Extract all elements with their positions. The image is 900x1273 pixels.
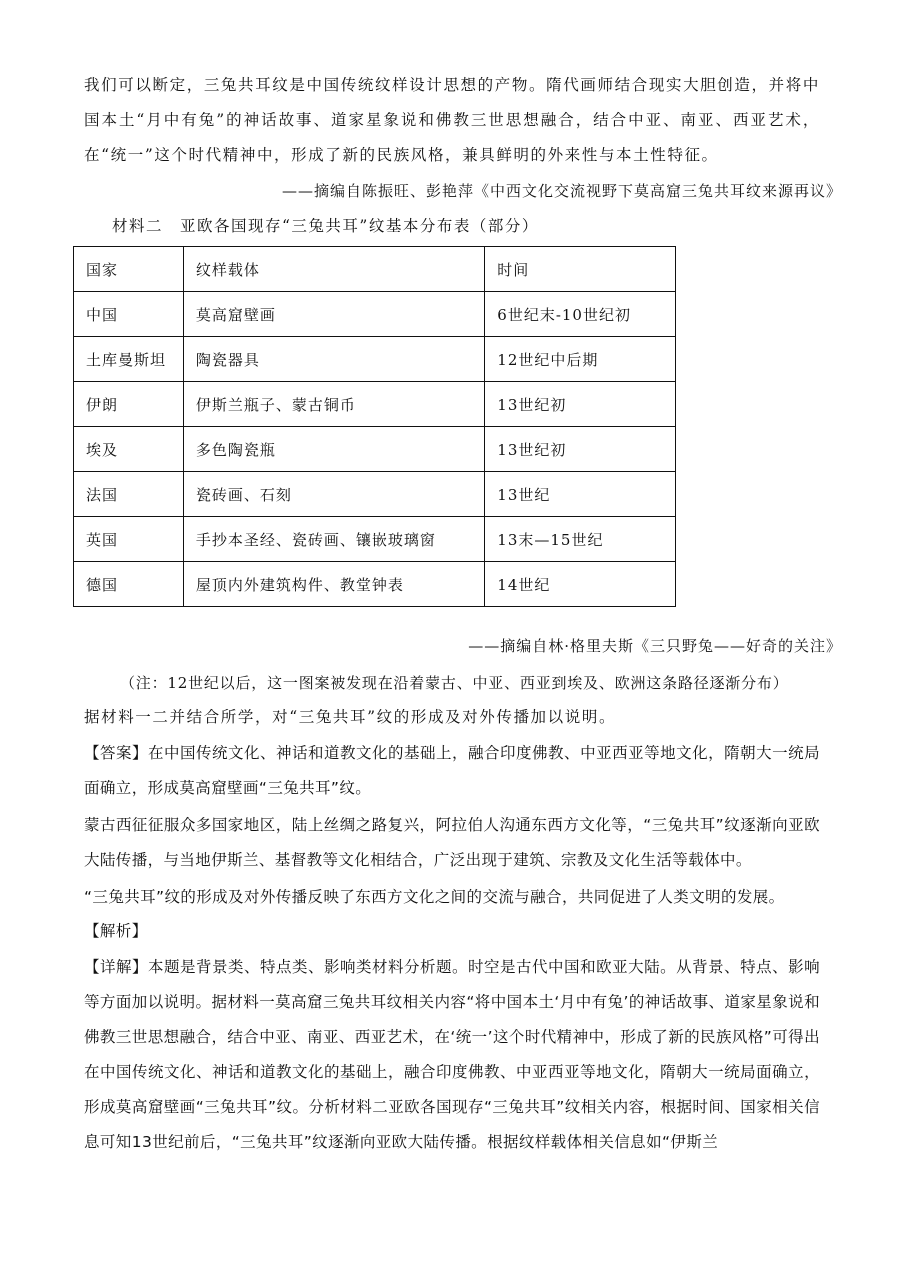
cell-carrier: 多色陶瓷瓶 [183, 427, 484, 472]
answer-block [84, 736, 820, 806]
cell-time: 13世纪初 [485, 382, 676, 427]
cell-time: 12世纪中后期 [485, 337, 676, 382]
table-row [74, 562, 676, 607]
cell-carrier: 屋顶内外建筑构件、教堂钟表 [183, 562, 484, 607]
cell-carrier: 瓷砖画、石刻 [183, 472, 484, 517]
cell-time: 6世纪末-10世纪初 [485, 292, 676, 337]
material2-note: （注：12世纪以后，这一图案被发现在沿着蒙古、中亚、西亚到埃及、欧洲这条路径逐渐分布） [120, 674, 789, 692]
analysis-label: 【解析】 [84, 922, 148, 940]
table-header-row [74, 247, 676, 292]
detail-label: 【详解】 [84, 958, 149, 976]
answer-paragraph-1: 在中国传统文化、神话和道教文化的基础上，融合印度佛教、中亚西亚等地文化，隋朝大一统局面确立，形成莫高窟壁画“三兔共耳”纹。 [84, 744, 820, 797]
material2-title: 材料二 亚欧各国现存“三兔共耳”纹基本分布表（部分） [112, 217, 539, 235]
cell-carrier: 莫高窟壁画 [183, 292, 484, 337]
answer-paragraph-3: “三兔共耳”纹的形成及对外传播反映了东西方文化之间的交流与融合，共同促进了人类文明的发展。 [84, 888, 785, 906]
cell-time: 14世纪 [485, 562, 676, 607]
table-row [74, 382, 676, 427]
detail-block [84, 950, 820, 1160]
detail-text: 本题是背景类、特点类、影响类材料分析题。时空是古代中国和欧亚大陆。从背景、特点、影响等方面加以说明。据材料一莫高窟三兔共耳纹相关内容“将中国本土‘月中有兔’的神话故事、道家星象说和佛教三世思想融合，结合中亚、南亚、西亚艺术，在‘统一’这个时代精神中，形成了新的民族风格”可得出在中国传统文化、神话和道教文化的基础上，融合印度佛教、中亚西亚等地文化，隋朝大一统局面确立，形成莫高窟壁画“三兔共耳”纹。分析材料二亚欧各国现存“三兔共耳”纹相关内容，根据时间、国家相关信息可知13世纪前后，“三兔共耳”纹逐渐向亚欧大陆传播。根据纹样载体相关信息如“伊斯兰 [84, 958, 820, 1151]
header-country: 国家 [74, 247, 184, 292]
cell-carrier: 陶瓷器具 [183, 337, 484, 382]
answer-label: 【答案】 [84, 744, 149, 762]
cell-country: 中国 [74, 292, 184, 337]
cell-country: 埃及 [74, 427, 184, 472]
header-carrier: 纹样载体 [183, 247, 484, 292]
cell-country: 土库曼斯坦 [74, 337, 184, 382]
cell-country: 英国 [74, 517, 184, 562]
cell-country: 德国 [74, 562, 184, 607]
answer-paragraph-2: 蒙古西征征服众多国家地区，陆上丝绸之路复兴，阿拉伯人沟通东西方文化等，“三兔共耳”纹逐渐向亚欧大陆传播，与当地伊斯兰、基督教等文化相结合，广泛出现于建筑、宗教及文化生活等载体中。 [84, 816, 820, 869]
cell-time: 13世纪初 [485, 427, 676, 472]
cell-carrier: 伊斯兰瓶子、蒙古铜币 [183, 382, 484, 427]
cell-country: 法国 [74, 472, 184, 517]
question-text: 据材料一二并结合所学，对“三兔共耳”纹的形成及对外传播加以说明。 [84, 708, 617, 726]
table-row [74, 427, 676, 472]
cell-country: 伊朗 [74, 382, 184, 427]
table-row [74, 292, 676, 337]
header-time: 时间 [485, 247, 676, 292]
cell-time: 13世纪 [485, 472, 676, 517]
table-row [74, 337, 676, 382]
cell-carrier: 手抄本圣经、瓷砖画、镶嵌玻璃窗 [183, 517, 484, 562]
material1-source: ——摘编自陈振旺、彭艳萍《中西文化交流视野下莫高窟三兔共耳纹来源再议》 [281, 182, 842, 200]
distribution-table [73, 246, 676, 607]
cell-time: 13末—15世纪 [485, 517, 676, 562]
material1-paragraph: 我们可以断定，三兔共耳纹是中国传统纹样设计思想的产物。隋代画师结合现实大胆创造，并将中国本土“月中有兔”的神话故事、道家星象说和佛教三世思想融合，结合中亚、南亚、西亚艺术，在“统一”这个时代精神中，形成了新的民族风格，兼具鲜明的外来性与本土性特征。 [84, 76, 820, 164]
table-row [74, 472, 676, 517]
table-row [74, 517, 676, 562]
material2-source: ——摘编自林·格里夫斯《三只野兔——好奇的关注》 [468, 637, 842, 655]
